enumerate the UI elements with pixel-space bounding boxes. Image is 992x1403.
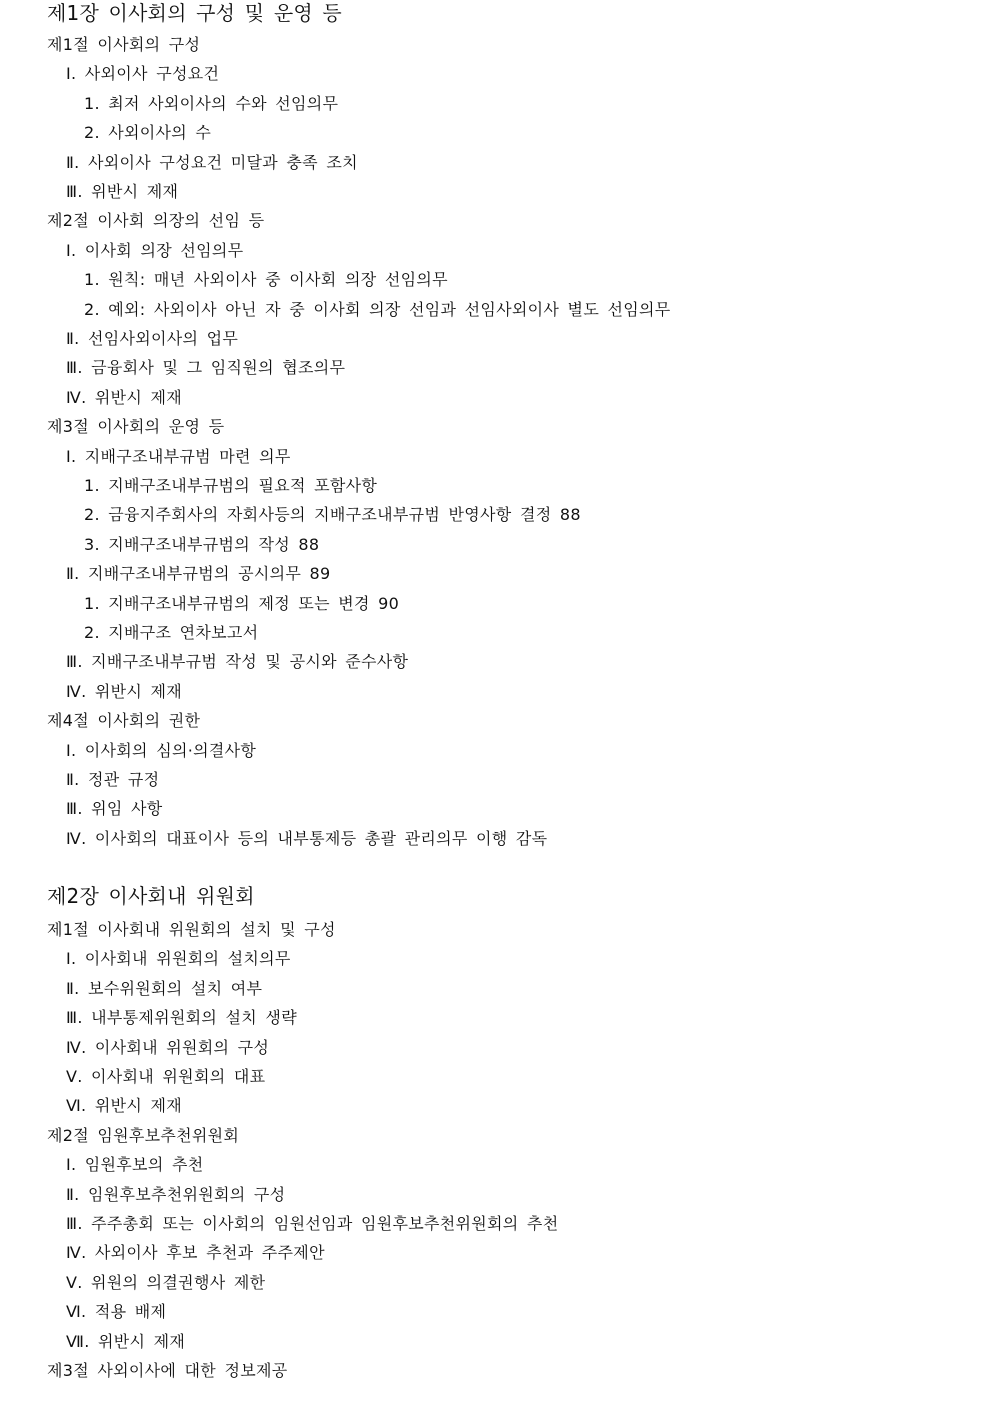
subsection-item: Ⅰ. 이사회내 위원회의 설치의무	[66, 949, 291, 968]
subsection-item: Ⅱ. 선임사외이사의 업무	[66, 329, 239, 348]
subsection-item: Ⅱ. 사외이사 구성요건 미달과 충족 조치	[66, 153, 358, 172]
subsection-item: Ⅱ. 임원후보추천위원회의 구성	[66, 1185, 286, 1204]
chapter-heading: 제1장 이사회의 구성 및 운영 등	[47, 1, 342, 25]
section-heading: 제2절 임원후보추천위원회	[47, 1126, 240, 1145]
subsection-item: Ⅳ. 사외이사 후보 추천과 주주제안	[66, 1243, 325, 1262]
subsection-item: Ⅳ. 이사회내 위원회의 구성	[66, 1038, 270, 1057]
subsection-item: Ⅰ. 이사회의 심의·의결사항	[66, 741, 257, 760]
subsection-item: Ⅵ. 위반시 제재	[66, 1096, 182, 1115]
subsection-item: Ⅱ. 정관 규정	[66, 770, 160, 789]
sub-item: 2. 금융지주회사의 자회사등의 지배구조내부규범 반영사항 결정 88	[84, 505, 581, 524]
subsection-item: Ⅲ. 금융회사 및 그 임직원의 협조의무	[66, 358, 346, 377]
chapter-heading: 제2장 이사회내 위원회	[47, 884, 255, 908]
subsection-item: Ⅰ. 임원후보의 추천	[66, 1155, 204, 1174]
subsection-item: Ⅰ. 지배구조내부규범 마련 의무	[66, 447, 291, 466]
section-heading: 제1절 이사회의 구성	[47, 35, 201, 54]
sub-item: 2. 지배구조 연차보고서	[84, 623, 259, 642]
section-heading: 제3절 이사회의 운영 등	[47, 417, 225, 436]
subsection-item: Ⅰ. 이사회 의장 선임의무	[66, 241, 244, 260]
section-heading: 제3절 사외이사에 대한 정보제공	[47, 1361, 288, 1380]
subsection-item: Ⅳ. 위반시 제재	[66, 388, 183, 407]
subsection-item: Ⅲ. 내부통제위원회의 설치 생략	[66, 1008, 297, 1027]
sub-item: 1. 최저 사외이사의 수와 선임의무	[84, 94, 339, 113]
subsection-item: Ⅶ. 위반시 제재	[66, 1332, 186, 1351]
subsection-item: Ⅱ. 보수위원회의 설치 여부	[66, 979, 263, 998]
subsection-item: Ⅲ. 위임 사항	[66, 799, 163, 818]
section-heading: 제4절 이사회의 권한	[47, 711, 201, 730]
sub-item: 3. 지배구조내부규범의 작성 88	[84, 535, 320, 554]
subsection-item: Ⅰ. 사외이사 구성요건	[66, 64, 220, 83]
subsection-item: Ⅵ. 적용 배제	[66, 1302, 167, 1321]
sub-item: 2. 사외이사의 수	[84, 123, 212, 142]
section-heading: 제2절 이사회 의장의 선임 등	[47, 211, 265, 230]
subsection-item: Ⅱ. 지배구조내부규범의 공시의무 89	[66, 564, 331, 583]
subsection-item: Ⅴ. 이사회내 위원회의 대표	[66, 1067, 266, 1086]
sub-item: 1. 원칙: 매년 사외이사 중 이사회 의장 선임의무	[84, 270, 448, 289]
subsection-item: Ⅲ. 위반시 제재	[66, 182, 179, 201]
section-heading: 제1절 이사회내 위원회의 설치 및 구성	[47, 920, 336, 939]
sub-item: 2. 예외: 사외이사 아닌 자 중 이사회 의장 선임과 선임사외이사 별도 선임의무	[84, 300, 671, 319]
subsection-item: Ⅴ. 위원의 의결권행사 제한	[66, 1273, 266, 1292]
subsection-item: Ⅲ. 지배구조내부규범 작성 및 공시와 준수사항	[66, 652, 409, 671]
subsection-item: Ⅳ. 이사회의 대표이사 등의 내부통제등 총괄 관리의무 이행 감독	[66, 829, 548, 848]
subsection-item: Ⅳ. 위반시 제재	[66, 682, 183, 701]
sub-item: 1. 지배구조내부규범의 필요적 포함사항	[84, 476, 378, 495]
sub-item: 1. 지배구조내부규범의 제정 또는 변경 90	[84, 594, 400, 613]
subsection-item: Ⅲ. 주주총회 또는 이사회의 임원선임과 임원후보추천위원회의 추천	[66, 1214, 559, 1233]
